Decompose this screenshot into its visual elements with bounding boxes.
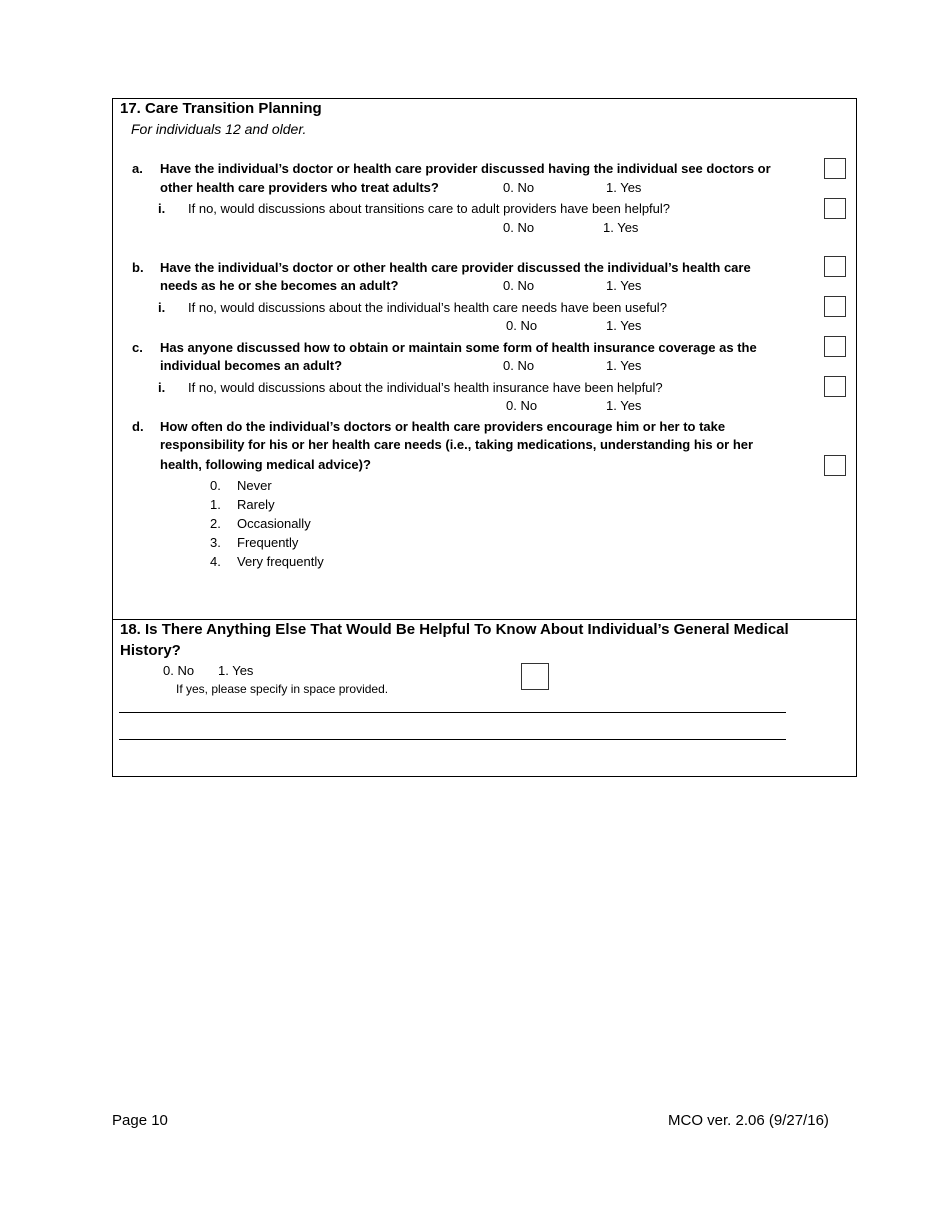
question-d-letter: d.: [132, 419, 144, 434]
question-d-text-line3: health, following medical advice)?: [160, 457, 371, 472]
question-b-sub-text: If no, would discussions about the individual’s health care needs have been useful?: [188, 300, 667, 315]
section-17-title: 17. Care Transition Planning: [120, 100, 322, 117]
question-a-answer-box[interactable]: [824, 158, 846, 179]
option-very-frequently-number: 4.: [210, 554, 221, 569]
question-a-sub-option-yes: 1. Yes: [603, 220, 639, 235]
section-18-write-line-2[interactable]: [119, 739, 786, 740]
question-a-sub-roman: i.: [158, 201, 166, 216]
section-17-subtitle: For individuals 12 and older.: [131, 121, 307, 137]
question-c-sub-option-no: 0. No: [506, 398, 538, 413]
question-d-text-line1: How often do the individual’s doctors or health care providers encourage him or her to take: [160, 419, 726, 434]
question-c-text-line1: Has anyone discussed how to obtain or maintain some form of health insurance coverage as the: [160, 340, 757, 355]
question-b-text-line1: Have the individual’s doctor or other health care provider discussed the individual’s health care: [160, 260, 751, 275]
form-version: MCO ver. 2.06 (9/27/16): [668, 1112, 829, 1129]
option-occasionally-label: Occasionally: [237, 516, 311, 531]
option-never-label: Never: [237, 478, 272, 493]
question-c-sub-text: If no, would discussions about the individual’s health insurance have been helpful?: [188, 380, 663, 395]
question-a-text-line1: Have the individual’s doctor or health care provider discussed having the individual see doctors or: [160, 161, 771, 176]
question-a-sub-option-no: 0. No: [503, 220, 535, 235]
page-number: Page 10: [112, 1112, 168, 1129]
question-c-sub-answer-box[interactable]: [824, 376, 846, 397]
question-b-sub-answer-box[interactable]: [824, 296, 846, 317]
question-c-sub-option-yes: 1. Yes: [606, 398, 642, 413]
section-18-answer-box[interactable]: [521, 663, 549, 690]
question-a-sub-answer-box[interactable]: [824, 198, 846, 219]
section-18-write-line-1[interactable]: [119, 712, 786, 713]
question-c-option-no: 0. No: [503, 358, 535, 373]
section-18-hint: If yes, please specify in space provided.: [176, 682, 389, 696]
question-a-sub-text: If no, would discussions about transitions care to adult providers have been helpful?: [188, 201, 671, 216]
section-18-option-yes: 1. Yes: [218, 663, 254, 678]
section-18-title-line1: 18. Is There Anything Else That Would Be Helpful To Know About Individual’s General Medical: [120, 621, 789, 638]
question-d-answer-box[interactable]: [824, 455, 846, 476]
question-b-sub-roman: i.: [158, 300, 166, 315]
option-never-number: 0.: [210, 478, 221, 493]
question-c-sub-roman: i.: [158, 380, 166, 395]
question-b-sub-option-yes: 1. Yes: [606, 318, 642, 333]
option-rarely-number: 1.: [210, 497, 221, 512]
question-a-letter: a.: [132, 161, 143, 176]
section-18-option-no: 0. No: [163, 663, 195, 678]
question-a-option-no: 0. No: [503, 180, 535, 195]
question-c-answer-box[interactable]: [824, 336, 846, 357]
question-c-option-yes: 1. Yes: [606, 358, 642, 373]
question-a-option-yes: 1. Yes: [606, 180, 642, 195]
question-b-option-yes: 1. Yes: [606, 278, 642, 293]
question-d-text-line2: responsibility for his or her health care needs (i.e., taking medications, understanding his or her: [160, 437, 754, 452]
option-frequently-number: 3.: [210, 535, 221, 550]
question-b-answer-box[interactable]: [824, 256, 846, 277]
option-rarely-label: Rarely: [237, 497, 275, 512]
question-a-text-line2: other health care providers who treat adults?: [160, 180, 439, 195]
question-b-sub-option-no: 0. No: [506, 318, 538, 333]
option-very-frequently-label: Very frequently: [237, 554, 324, 569]
option-occasionally-number: 2.: [210, 516, 221, 531]
option-frequently-label: Frequently: [237, 535, 299, 550]
question-b-option-no: 0. No: [503, 278, 535, 293]
section-18-title-line2: History?: [120, 642, 181, 659]
question-b-letter: b.: [132, 260, 144, 275]
question-c-letter: c.: [132, 340, 143, 355]
question-b-text-line2: needs as he or she becomes an adult?: [160, 278, 399, 293]
question-c-text-line2: individual becomes an adult?: [160, 358, 343, 373]
section-18-frame: [112, 619, 857, 777]
